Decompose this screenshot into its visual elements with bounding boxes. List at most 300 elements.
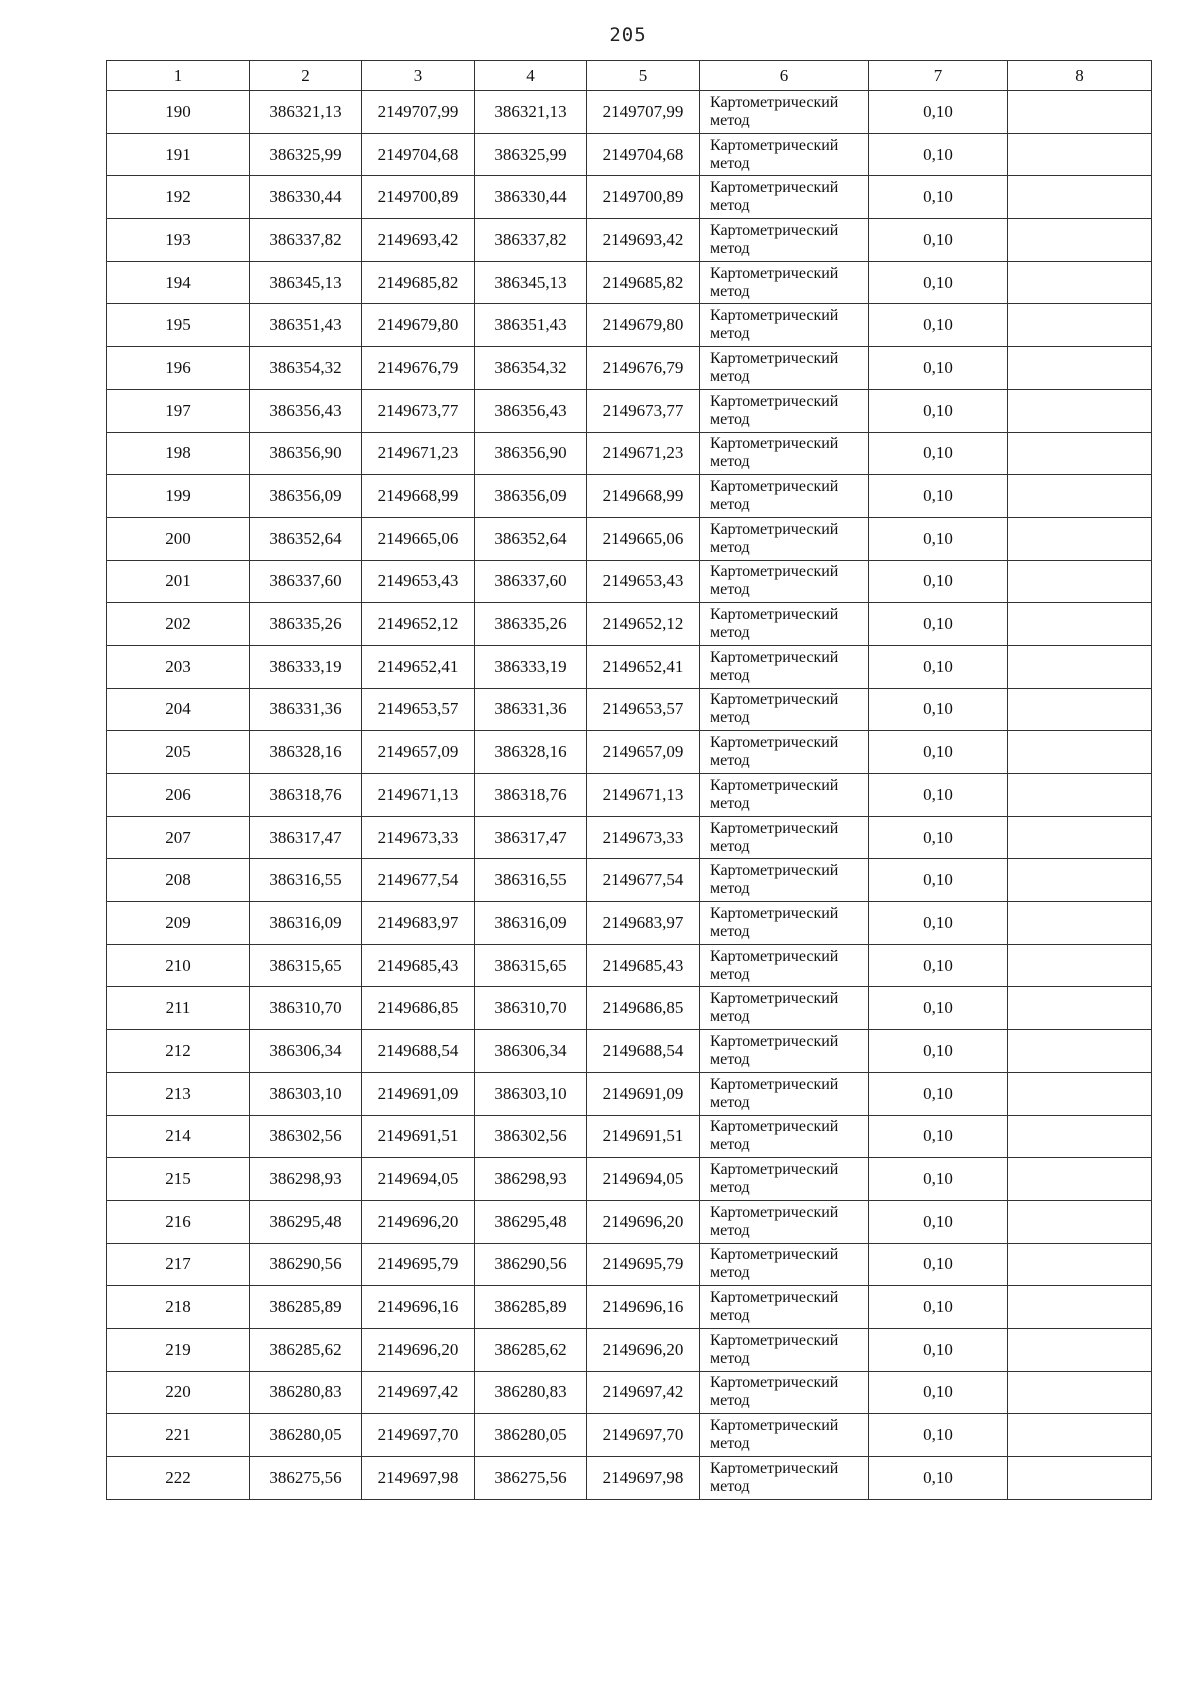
cell-c7: 0,10 <box>869 944 1008 987</box>
cell-c3: 2149697,70 <box>362 1414 475 1457</box>
cell-c3: 2149691,09 <box>362 1072 475 1115</box>
cell-c2: 386275,56 <box>250 1457 362 1500</box>
table-row <box>107 1371 1152 1414</box>
cell-c5: 2149695,79 <box>587 1243 700 1286</box>
cell-c8 <box>1008 560 1152 603</box>
method-line-2: метод <box>710 453 750 471</box>
cell-c5: 2149673,33 <box>587 816 700 859</box>
cell-c3: 2149673,33 <box>362 816 475 859</box>
cell-c2: 386280,83 <box>250 1371 362 1414</box>
method-line-1: Картометрический <box>710 947 839 965</box>
cell-n: 193 <box>107 219 250 262</box>
cell-c3: 2149652,41 <box>362 645 475 688</box>
cell-c8 <box>1008 475 1152 518</box>
cell-c7: 0,10 <box>869 133 1008 176</box>
method-line-2: метод <box>710 1136 750 1154</box>
cell-c3: 2149685,82 <box>362 261 475 304</box>
table-row <box>107 91 1152 134</box>
cell-c5: 2149686,85 <box>587 987 700 1030</box>
cell-c5: 2149685,43 <box>587 944 700 987</box>
cell-method <box>700 475 869 518</box>
cell-c4: 386295,48 <box>475 1200 587 1243</box>
cell-c2: 386325,99 <box>250 133 362 176</box>
cell-c7: 0,10 <box>869 987 1008 1030</box>
method-line-1: Картометрический <box>710 1246 839 1264</box>
cell-c7: 0,10 <box>869 774 1008 817</box>
cell-c5: 2149653,43 <box>587 560 700 603</box>
cell-c3: 2149653,57 <box>362 688 475 731</box>
cell-n: 219 <box>107 1328 250 1371</box>
cell-c5: 2149693,42 <box>587 219 700 262</box>
method-line-2: метод <box>710 709 750 727</box>
cell-method <box>700 1371 869 1414</box>
cell-c8 <box>1008 1243 1152 1286</box>
cell-c7: 0,10 <box>869 816 1008 859</box>
table-row <box>107 1030 1152 1073</box>
method-line-1: Картометрический <box>710 606 839 624</box>
cell-c5: 2149696,16 <box>587 1286 700 1329</box>
method-line-2: метод <box>710 1179 750 1197</box>
cell-c4: 386275,56 <box>475 1457 587 1500</box>
cell-c7: 0,10 <box>869 1286 1008 1329</box>
cell-n: 195 <box>107 304 250 347</box>
cell-c2: 386354,32 <box>250 347 362 390</box>
method-line-2: метод <box>710 1221 750 1239</box>
cell-c4: 386316,09 <box>475 902 587 945</box>
method-line-2: метод <box>710 111 750 129</box>
cell-method <box>700 645 869 688</box>
cell-method <box>700 603 869 646</box>
cell-c7: 0,10 <box>869 1115 1008 1158</box>
method-line-1: Картометрический <box>710 435 839 453</box>
cell-method <box>700 347 869 390</box>
cell-c5: 2149697,42 <box>587 1371 700 1414</box>
cell-n: 205 <box>107 731 250 774</box>
cell-method <box>700 1328 869 1371</box>
cell-c7: 0,10 <box>869 1030 1008 1073</box>
cell-method <box>700 91 869 134</box>
method-line-1: Картометрический <box>710 1118 839 1136</box>
method-line-1: Картометрический <box>710 1032 839 1050</box>
cell-method <box>700 1072 869 1115</box>
cell-c7: 0,10 <box>869 432 1008 475</box>
cell-c3: 2149697,98 <box>362 1457 475 1500</box>
cell-c4: 386356,43 <box>475 389 587 432</box>
table-row <box>107 603 1152 646</box>
cell-c8 <box>1008 1200 1152 1243</box>
cell-c7: 0,10 <box>869 389 1008 432</box>
method-line-2: метод <box>710 154 750 172</box>
method-line-2: метод <box>710 752 750 770</box>
cell-c4: 386337,60 <box>475 560 587 603</box>
method-line-1: Картометрический <box>710 1374 839 1392</box>
cell-c5: 2149700,89 <box>587 176 700 219</box>
cell-n: 209 <box>107 902 250 945</box>
cell-c2: 386328,16 <box>250 731 362 774</box>
cell-c7: 0,10 <box>869 176 1008 219</box>
cell-c5: 2149707,99 <box>587 91 700 134</box>
table-row <box>107 816 1152 859</box>
cell-c7: 0,10 <box>869 517 1008 560</box>
method-line-2: метод <box>710 197 750 215</box>
table-row <box>107 219 1152 262</box>
cell-c4: 386298,93 <box>475 1158 587 1201</box>
cell-method <box>700 1243 869 1286</box>
cell-c4: 386317,47 <box>475 816 587 859</box>
table-row <box>107 987 1152 1030</box>
cell-c3: 2149685,43 <box>362 944 475 987</box>
method-line-2: метод <box>710 1392 750 1410</box>
method-line-1: Картометрический <box>710 1289 839 1307</box>
cell-c4: 386328,16 <box>475 731 587 774</box>
cell-c5: 2149677,54 <box>587 859 700 902</box>
cell-c4: 386302,56 <box>475 1115 587 1158</box>
cell-c2: 386316,09 <box>250 902 362 945</box>
cell-n: 210 <box>107 944 250 987</box>
table-body <box>107 91 1152 1500</box>
cell-c2: 386337,60 <box>250 560 362 603</box>
cell-c2: 386302,56 <box>250 1115 362 1158</box>
cell-c8 <box>1008 774 1152 817</box>
cell-n: 215 <box>107 1158 250 1201</box>
cell-c2: 386295,48 <box>250 1200 362 1243</box>
cell-n: 192 <box>107 176 250 219</box>
cell-c5: 2149685,82 <box>587 261 700 304</box>
cell-c7: 0,10 <box>869 1328 1008 1371</box>
cell-c2: 386285,62 <box>250 1328 362 1371</box>
cell-c8 <box>1008 219 1152 262</box>
table-row <box>107 1243 1152 1286</box>
table-row <box>107 133 1152 176</box>
cell-c8 <box>1008 389 1152 432</box>
cell-method <box>700 1158 869 1201</box>
cell-c3: 2149671,23 <box>362 432 475 475</box>
cell-method <box>700 816 869 859</box>
cell-c3: 2149657,09 <box>362 731 475 774</box>
cell-c8 <box>1008 816 1152 859</box>
cell-n: 214 <box>107 1115 250 1158</box>
cell-c8 <box>1008 304 1152 347</box>
cell-c3: 2149695,79 <box>362 1243 475 1286</box>
method-line-2: метод <box>710 410 750 428</box>
method-line-1: Картометрический <box>710 1075 839 1093</box>
cell-c8 <box>1008 688 1152 731</box>
cell-c4: 386335,26 <box>475 603 587 646</box>
method-line-1: Картометрический <box>710 307 839 325</box>
cell-c3: 2149677,54 <box>362 859 475 902</box>
cell-c7: 0,10 <box>869 261 1008 304</box>
cell-c2: 386321,13 <box>250 91 362 134</box>
table-row <box>107 902 1152 945</box>
cell-c3: 2149707,99 <box>362 91 475 134</box>
cell-c4: 386331,36 <box>475 688 587 731</box>
table-row <box>107 560 1152 603</box>
cell-n: 200 <box>107 517 250 560</box>
cell-c3: 2149696,20 <box>362 1328 475 1371</box>
method-line-2: метод <box>710 496 750 514</box>
cell-c5: 2149696,20 <box>587 1328 700 1371</box>
table-row <box>107 1414 1152 1457</box>
cell-c2: 386285,89 <box>250 1286 362 1329</box>
cell-c7: 0,10 <box>869 347 1008 390</box>
cell-c7: 0,10 <box>869 304 1008 347</box>
method-line-2: метод <box>710 581 750 599</box>
table-row <box>107 774 1152 817</box>
cell-c5: 2149657,09 <box>587 731 700 774</box>
method-line-1: Картометрический <box>710 648 839 666</box>
method-line-2: метод <box>710 880 750 898</box>
column-header: 4 <box>475 61 587 91</box>
cell-c4: 386356,90 <box>475 432 587 475</box>
cell-n: 217 <box>107 1243 250 1286</box>
method-line-1: Картометрический <box>710 264 839 282</box>
table-row <box>107 261 1152 304</box>
cell-c3: 2149676,79 <box>362 347 475 390</box>
method-line-2: метод <box>710 367 750 385</box>
cell-c7: 0,10 <box>869 219 1008 262</box>
cell-c4: 386321,13 <box>475 91 587 134</box>
cell-c3: 2149694,05 <box>362 1158 475 1201</box>
cell-n: 202 <box>107 603 250 646</box>
method-line-1: Картометрический <box>710 1459 839 1477</box>
method-line-2: метод <box>710 922 750 940</box>
column-header: 8 <box>1008 61 1152 91</box>
cell-c5: 2149671,13 <box>587 774 700 817</box>
method-line-2: метод <box>710 1435 750 1453</box>
table-row <box>107 1328 1152 1371</box>
method-line-1: Картометрический <box>710 93 839 111</box>
method-line-1: Картометрический <box>710 563 839 581</box>
cell-n: 196 <box>107 347 250 390</box>
table-row <box>107 304 1152 347</box>
cell-c7: 0,10 <box>869 91 1008 134</box>
cell-c8 <box>1008 902 1152 945</box>
method-line-2: метод <box>710 837 750 855</box>
cell-c2: 386317,47 <box>250 816 362 859</box>
cell-method <box>700 517 869 560</box>
cell-method <box>700 774 869 817</box>
method-line-1: Картометрический <box>710 520 839 538</box>
cell-c8 <box>1008 1414 1152 1457</box>
cell-n: 222 <box>107 1457 250 1500</box>
cell-c5: 2149688,54 <box>587 1030 700 1073</box>
cell-c8 <box>1008 91 1152 134</box>
cell-c2: 386306,34 <box>250 1030 362 1073</box>
cell-c3: 2149673,77 <box>362 389 475 432</box>
method-line-2: метод <box>710 282 750 300</box>
column-header: 6 <box>700 61 869 91</box>
cell-c3: 2149653,43 <box>362 560 475 603</box>
coordinates-table <box>106 60 1152 1500</box>
method-line-1: Картометрический <box>710 179 839 197</box>
cell-c3: 2149704,68 <box>362 133 475 176</box>
cell-c3: 2149686,85 <box>362 987 475 1030</box>
cell-method <box>700 1115 869 1158</box>
table-row <box>107 517 1152 560</box>
table-row <box>107 432 1152 475</box>
cell-c2: 386356,90 <box>250 432 362 475</box>
cell-n: 191 <box>107 133 250 176</box>
cell-c8 <box>1008 645 1152 688</box>
cell-c2: 386290,56 <box>250 1243 362 1286</box>
column-header: 5 <box>587 61 700 91</box>
cell-c4: 386285,89 <box>475 1286 587 1329</box>
cell-c4: 386352,64 <box>475 517 587 560</box>
cell-c8 <box>1008 1328 1152 1371</box>
cell-c3: 2149700,89 <box>362 176 475 219</box>
cell-method <box>700 731 869 774</box>
cell-c5: 2149697,98 <box>587 1457 700 1500</box>
cell-n: 212 <box>107 1030 250 1073</box>
cell-c4: 386318,76 <box>475 774 587 817</box>
cell-c4: 386354,32 <box>475 347 587 390</box>
cell-c3: 2149683,97 <box>362 902 475 945</box>
cell-c8 <box>1008 517 1152 560</box>
method-line-2: метод <box>710 325 750 343</box>
cell-method <box>700 1030 869 1073</box>
cell-c7: 0,10 <box>869 1457 1008 1500</box>
cell-c2: 386337,82 <box>250 219 362 262</box>
cell-method <box>700 432 869 475</box>
cell-c8 <box>1008 603 1152 646</box>
table-row <box>107 645 1152 688</box>
cell-c7: 0,10 <box>869 475 1008 518</box>
cell-c7: 0,10 <box>869 1243 1008 1286</box>
cell-n: 218 <box>107 1286 250 1329</box>
cell-method <box>700 176 869 219</box>
cell-c2: 386352,64 <box>250 517 362 560</box>
cell-n: 194 <box>107 261 250 304</box>
cell-c2: 386316,55 <box>250 859 362 902</box>
cell-c5: 2149668,99 <box>587 475 700 518</box>
cell-c2: 386345,13 <box>250 261 362 304</box>
table-row <box>107 1200 1152 1243</box>
method-line-2: метод <box>710 1008 750 1026</box>
method-line-1: Картометрический <box>710 862 839 880</box>
cell-c2: 386333,19 <box>250 645 362 688</box>
cell-method <box>700 389 869 432</box>
table-row <box>107 1115 1152 1158</box>
cell-c3: 2149693,42 <box>362 219 475 262</box>
table-row <box>107 1158 1152 1201</box>
cell-c2: 386315,65 <box>250 944 362 987</box>
cell-c7: 0,10 <box>869 902 1008 945</box>
cell-c7: 0,10 <box>869 1371 1008 1414</box>
cell-c5: 2149676,79 <box>587 347 700 390</box>
method-line-2: метод <box>710 794 750 812</box>
cell-c3: 2149691,51 <box>362 1115 475 1158</box>
cell-c4: 386345,13 <box>475 261 587 304</box>
method-line-1: Картометрический <box>710 478 839 496</box>
cell-c4: 386316,55 <box>475 859 587 902</box>
cell-method <box>700 1457 869 1500</box>
cell-c2: 386298,93 <box>250 1158 362 1201</box>
method-line-1: Картометрический <box>710 1417 839 1435</box>
method-line-2: метод <box>710 1093 750 1111</box>
method-line-1: Картометрический <box>710 691 839 709</box>
cell-c2: 386356,09 <box>250 475 362 518</box>
column-header: 7 <box>869 61 1008 91</box>
cell-c8 <box>1008 176 1152 219</box>
cell-c2: 386280,05 <box>250 1414 362 1457</box>
cell-c4: 386290,56 <box>475 1243 587 1286</box>
method-line-2: метод <box>710 624 750 642</box>
method-line-1: Картометрический <box>710 1161 839 1179</box>
cell-c5: 2149673,77 <box>587 389 700 432</box>
method-line-1: Картометрический <box>710 904 839 922</box>
cell-method <box>700 987 869 1030</box>
cell-method <box>700 688 869 731</box>
cell-c2: 386303,10 <box>250 1072 362 1115</box>
cell-c8 <box>1008 347 1152 390</box>
cell-n: 198 <box>107 432 250 475</box>
cell-method <box>700 261 869 304</box>
table-row <box>107 944 1152 987</box>
cell-c5: 2149652,41 <box>587 645 700 688</box>
cell-c5: 2149691,09 <box>587 1072 700 1115</box>
cell-c3: 2149697,42 <box>362 1371 475 1414</box>
cell-c7: 0,10 <box>869 859 1008 902</box>
method-line-1: Картометрический <box>710 349 839 367</box>
cell-method <box>700 560 869 603</box>
cell-c4: 386315,65 <box>475 944 587 987</box>
cell-c8 <box>1008 1158 1152 1201</box>
cell-n: 206 <box>107 774 250 817</box>
cell-c2: 386318,76 <box>250 774 362 817</box>
cell-c5: 2149665,06 <box>587 517 700 560</box>
cell-c4: 386306,34 <box>475 1030 587 1073</box>
cell-c8 <box>1008 1371 1152 1414</box>
cell-method <box>700 902 869 945</box>
column-header: 2 <box>250 61 362 91</box>
cell-c8 <box>1008 1030 1152 1073</box>
cell-c2: 386331,36 <box>250 688 362 731</box>
cell-c3: 2149679,80 <box>362 304 475 347</box>
cell-c4: 386351,43 <box>475 304 587 347</box>
cell-method <box>700 859 869 902</box>
cell-c2: 386356,43 <box>250 389 362 432</box>
cell-c5: 2149683,97 <box>587 902 700 945</box>
cell-c7: 0,10 <box>869 645 1008 688</box>
cell-c3: 2149668,99 <box>362 475 475 518</box>
method-line-1: Картометрический <box>710 990 839 1008</box>
cell-n: 211 <box>107 987 250 1030</box>
column-header: 1 <box>107 61 250 91</box>
cell-c3: 2149652,12 <box>362 603 475 646</box>
table-row <box>107 688 1152 731</box>
method-line-2: метод <box>710 239 750 257</box>
cell-c8 <box>1008 1457 1152 1500</box>
cell-method <box>700 1286 869 1329</box>
cell-c3: 2149671,13 <box>362 774 475 817</box>
cell-c7: 0,10 <box>869 603 1008 646</box>
column-header: 3 <box>362 61 475 91</box>
cell-method <box>700 219 869 262</box>
cell-c4: 386285,62 <box>475 1328 587 1371</box>
cell-c7: 0,10 <box>869 1158 1008 1201</box>
cell-n: 213 <box>107 1072 250 1115</box>
method-line-2: метод <box>710 1264 750 1282</box>
cell-method <box>700 304 869 347</box>
method-line-1: Картометрический <box>710 819 839 837</box>
cell-c5: 2149694,05 <box>587 1158 700 1201</box>
method-line-2: метод <box>710 538 750 556</box>
cell-method <box>700 1200 869 1243</box>
cell-method <box>700 133 869 176</box>
cell-c7: 0,10 <box>869 688 1008 731</box>
cell-n: 199 <box>107 475 250 518</box>
cell-c3: 2149696,20 <box>362 1200 475 1243</box>
